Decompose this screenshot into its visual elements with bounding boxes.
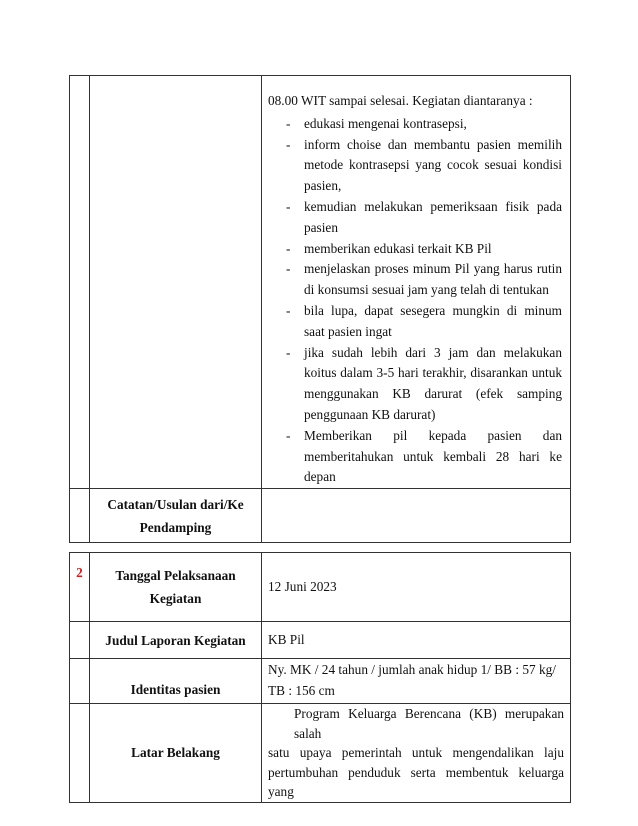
list-item: - menjelaskan proses minum Pil yang harus rutin di konsumsi sesuai jam yang telah di tentukan (286, 261, 562, 298)
row-number: 2 (70, 553, 90, 622)
dash-bullet: - (286, 240, 291, 256)
latar-value: Program Keluarga Berencana (KB) merupakan salah satu upaya pemerintah untuk mengendalikan laju pertumbuhan penduduk serta membentuk keluarga yang (262, 704, 571, 803)
dash-bullet: - (286, 115, 291, 131)
dash-bullet: - (286, 427, 291, 443)
number-cell (70, 659, 90, 704)
tanggal-label: Tanggal Pelaksanaan Kegiatan (90, 553, 262, 622)
list-item: - Memberikan pil kepada pasien dan memberitahukan untuk kembali 28 hari ke depan (286, 427, 562, 485)
dash-bullet: - (286, 136, 291, 152)
activity-list (268, 114, 564, 488)
dash-bullet: - (286, 261, 291, 277)
catatan-label: Catatan/Usulan dari/Ke Pendamping (90, 489, 262, 543)
tanggal-value: 12 Juni 2023 (262, 553, 571, 622)
number-cell (70, 76, 90, 489)
latar-label: Latar Belakang (90, 704, 262, 803)
dash-bullet: - (286, 302, 291, 318)
list-item: - inform choise dan membantu pasien memilih metode kontrasepsi yang cocok sesuai kondisi pasien, (286, 136, 562, 194)
table-row (70, 622, 571, 659)
dash-bullet: - (286, 198, 291, 214)
table-row (70, 489, 571, 543)
list-item: - jika sudah lebih dari 3 jam dan melakukan koitus dalam 3-5 hari terakhir, disarankan untuk menggunakan KB darurat (efek samping penggunaan KB darurat) (286, 344, 562, 422)
activity-description-cell (262, 76, 571, 489)
identitas-label: Identitas pasien (90, 659, 262, 704)
dash-bullet: - (286, 344, 291, 360)
activity-table-1 (69, 75, 571, 543)
activity-intro: 08.00 WIT sampai selesai. Kegiatan diantaranya : (268, 93, 533, 108)
activity-table-2 (69, 552, 571, 803)
identitas-value: Ny. MK / 24 tahun / jumlah anak hidup 1/ BB : 57 kg/ TB : 156 cm (262, 659, 571, 704)
table-row (70, 76, 571, 489)
list-item: - kemudian melakukan pemeriksaan fisik pada pasien (286, 198, 562, 235)
number-cell (70, 622, 90, 659)
number-cell (70, 704, 90, 803)
list-item: - edukasi mengenai kontrasepsi, (268, 114, 564, 135)
label-cell (90, 76, 262, 489)
list-item: - bila lupa, dapat sesegera mungkin di minum saat pasien ingat (286, 302, 562, 339)
list-item: - memberikan edukasi terkait KB Pil (268, 239, 564, 260)
table-row (70, 704, 571, 803)
table-row (70, 659, 571, 704)
judul-value: KB Pil (262, 622, 571, 659)
catatan-value (262, 489, 571, 543)
judul-label: Judul Laporan Kegiatan (90, 622, 262, 659)
number-cell (70, 489, 90, 543)
table-row (70, 553, 571, 622)
